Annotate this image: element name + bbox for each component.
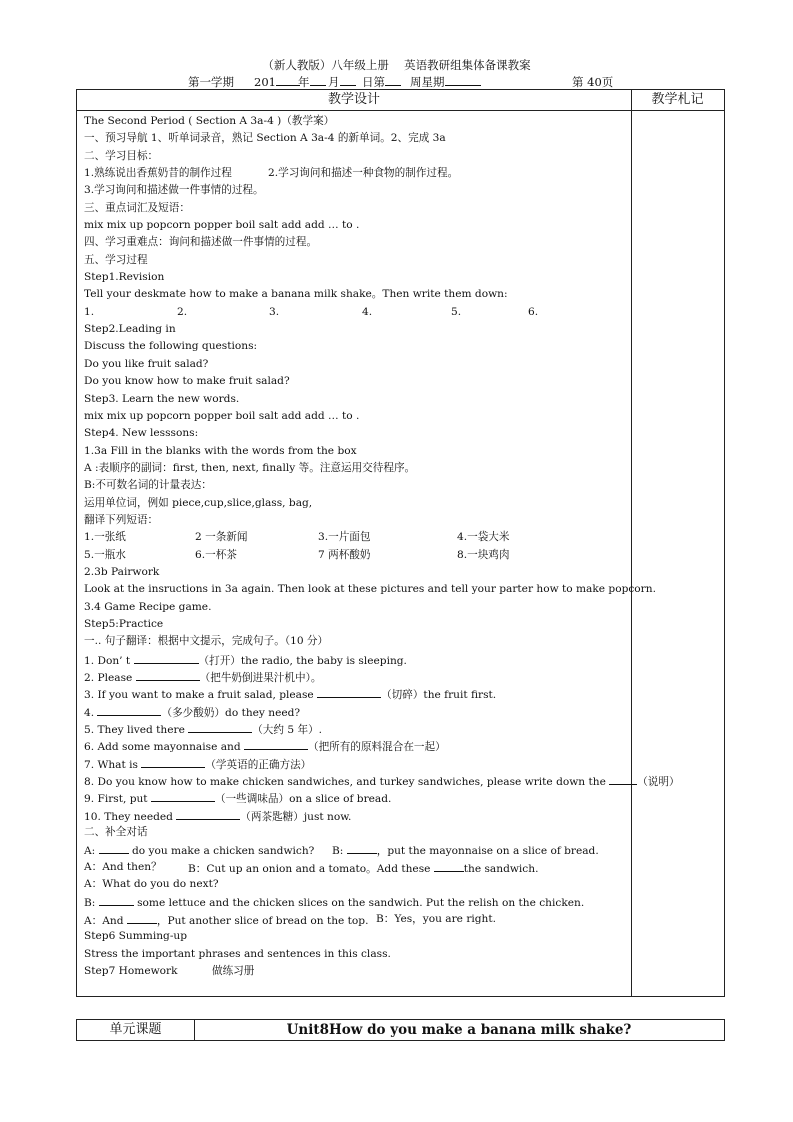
column-divider bbox=[631, 90, 632, 996]
pairwork-heading: 2.3b Pairwork bbox=[84, 565, 160, 578]
slot-2: 2. bbox=[177, 305, 188, 318]
lesson-table bbox=[76, 89, 725, 997]
dialogue-5a: A：And ，Put another slice of bread on the top. bbox=[84, 911, 368, 930]
dialogue-5b: B：Yes，you are right. bbox=[376, 912, 497, 925]
period-title: The Second Period ( Section A 3a-4 )（教学案） bbox=[84, 115, 335, 127]
dialogue-line-3: A：What do you do next? bbox=[84, 878, 219, 891]
document-title: （新人教版）八年级上册 英语教研组集体备课教案 bbox=[262, 58, 531, 72]
goal-2: 2.学习询问和描述一种食物的制作过程。 bbox=[268, 167, 459, 180]
vocab-heading: 三、重点词汇及短语： bbox=[84, 201, 190, 214]
blank bbox=[609, 772, 637, 785]
dialogue-2a: A：And then？ bbox=[84, 860, 162, 873]
dialogue-2b: B：Cut up an onion and a tomato。Add these the sandwich. bbox=[188, 859, 538, 878]
sentence-8: 8. Do you know how to make chicken sandwiches, and turkey sandwiches, please write down the （说明） bbox=[84, 772, 629, 789]
preview-guide: 一、预习导航 1、听单词录音，熟记 Section A 3a-4 的新单词。2、完成 3a bbox=[84, 132, 446, 145]
blank bbox=[317, 685, 381, 698]
blank bbox=[188, 720, 252, 733]
step1-task: Tell your deskmate how to make a banana milk shake。Then write them down: bbox=[84, 288, 508, 301]
goal-3: 3.学习询问和描述做一件事情的过程。 bbox=[84, 184, 264, 197]
slot-6: 6. bbox=[528, 305, 539, 318]
column-header-design: 教学设计 bbox=[327, 92, 380, 107]
pairwork-task: Look at the insructions in 3a again. Then look at these pictures and tell your parter how to make popcorn. bbox=[84, 583, 656, 596]
unit-topic-label: 单元课题 bbox=[77, 1020, 195, 1040]
key-points: 四、学习重难点：询问和描述做一件事情的过程。 bbox=[84, 236, 318, 249]
phrase-row-1 bbox=[84, 529, 629, 546]
step6-heading: Step6 Summing-up bbox=[84, 930, 188, 943]
week-label: 周星期 bbox=[410, 74, 481, 90]
phrase-row-2 bbox=[84, 547, 629, 564]
blank bbox=[434, 859, 464, 872]
dialogue-line-2 bbox=[84, 859, 629, 876]
unit-words: 运用单位词，例如 piece,cup,slice,glass, bag, bbox=[84, 496, 313, 509]
goals-heading: 二、学习目标： bbox=[84, 149, 159, 162]
goal-line bbox=[84, 165, 629, 182]
question-1: Do you like fruit salad? bbox=[84, 357, 209, 370]
vocab-list: mix mix up popcorn popper boil salt add add … to . bbox=[84, 219, 360, 232]
blank bbox=[151, 789, 215, 802]
blank bbox=[97, 703, 161, 716]
year-label: 201 bbox=[254, 74, 300, 89]
numbered-slots bbox=[84, 304, 629, 321]
sentence-6: 6. Add some mayonnaise and （把所有的原料混合在一起） bbox=[84, 737, 629, 754]
header-divider bbox=[77, 110, 724, 111]
slot-4: 4. bbox=[362, 305, 373, 318]
dialogue-1b: B: ，put the mayonnaise on a slice of bread. bbox=[332, 841, 599, 860]
sentence-9: 9. First, put （一些调味品）on a slice of bread. bbox=[84, 789, 629, 806]
blank bbox=[99, 841, 129, 854]
blank bbox=[347, 841, 377, 854]
slot-1: 1. bbox=[84, 305, 95, 318]
sentence-5: 5. They lived there （大约 5 年）. bbox=[84, 720, 629, 737]
blank bbox=[134, 651, 199, 664]
question-2: Do you know how to make fruit salad? bbox=[84, 375, 290, 388]
step2-task: Discuss the following questions: bbox=[84, 340, 258, 353]
step7-task: 做练习册 bbox=[212, 964, 255, 977]
sentence-7: 7. What is （学英语的正确方法） bbox=[84, 755, 629, 772]
unit-topic-title: Unit8How do you make a banana milk shake? bbox=[286, 1022, 632, 1038]
dialogue-line-4: B: some lettuce and the chicken slices on the sandwich. Put the relish on the chicken. bbox=[84, 893, 629, 910]
step7-heading: Step7 Homework bbox=[84, 964, 178, 977]
step2-heading: Step2.Leading in bbox=[84, 323, 176, 336]
blank bbox=[176, 807, 240, 820]
blank bbox=[244, 737, 308, 750]
note-b: B:不可数名词的计量表达： bbox=[84, 479, 212, 492]
step7-line bbox=[84, 963, 629, 980]
phrase-1: 1.一张纸 bbox=[84, 531, 126, 544]
phrase-4: 4.一袋大米 bbox=[457, 531, 510, 544]
sentence-3: 3. If you want to make a fruit salad, please （切碎）the fruit first. bbox=[84, 685, 629, 702]
blank bbox=[136, 668, 200, 681]
translate-heading: 翻译下列短语： bbox=[84, 513, 159, 526]
step1-heading: Step1.Revision bbox=[84, 271, 165, 284]
slot-5: 5. bbox=[451, 305, 462, 318]
slot-3: 3. bbox=[269, 305, 280, 318]
step4-heading: Step4. New lesssons: bbox=[84, 427, 199, 440]
game-line: 3.4 Game Recipe game. bbox=[84, 600, 212, 613]
sentence-4: 4. （多少酸奶）do they need? bbox=[84, 703, 629, 720]
month-label: 月 bbox=[328, 74, 356, 90]
column-header-notes: 教学札记 bbox=[651, 92, 704, 107]
sentence-2: 2. Please （把牛奶倒进果汁机中）。 bbox=[84, 668, 629, 685]
step5-heading: Step5:Practice bbox=[84, 617, 164, 630]
term-label: 第一学期 bbox=[188, 75, 234, 89]
translation-heading: 一.. 句子翻译：根据中文提示，完成句子。（10 分） bbox=[84, 635, 329, 648]
dialogue-line-5 bbox=[84, 911, 629, 928]
note-a: A :表顺序的副词：first, then, next, finally 等。注意运用交待程序。 bbox=[84, 461, 416, 474]
phrase-7: 7 两杯酸奶 bbox=[318, 548, 371, 561]
task-3a: 1.3a Fill in the blanks with the words from the box bbox=[84, 444, 357, 457]
step3-heading: Step3. Learn the new words. bbox=[84, 392, 240, 405]
step3-words: mix mix up popcorn popper boil salt add add … to . bbox=[84, 409, 360, 422]
step6-task: Stress the important phrases and sentences in this class. bbox=[84, 947, 391, 960]
goal-1: 1.熟练说出香蕉奶昔的制作过程 bbox=[84, 167, 232, 180]
process-heading: 五、学习过程 bbox=[84, 253, 148, 266]
phrase-3: 3.一片面包 bbox=[318, 531, 371, 544]
blank bbox=[141, 755, 205, 768]
blank bbox=[127, 911, 157, 924]
dialogue-1a: A: do you make a chicken sandwich? bbox=[84, 841, 314, 860]
phrase-2: 2 一条新闻 bbox=[195, 531, 248, 544]
sentence-10: 10. They needed （两茶匙糖）just now. bbox=[84, 807, 629, 824]
dialogue-heading: 二、补全对话 bbox=[84, 826, 148, 839]
page-number: 第 40页 bbox=[572, 75, 614, 89]
lesson-content bbox=[84, 113, 680, 980]
phrase-8: 8.一块鸡肉 bbox=[457, 548, 510, 561]
day-label: 日第 bbox=[362, 74, 401, 90]
phrase-5: 5.一瓶水 bbox=[84, 548, 126, 561]
year-suffix: 年 bbox=[298, 74, 326, 90]
dialogue-line-1 bbox=[84, 841, 629, 858]
sentence-1: 1. Don’ t （打开）the radio, the baby is sleeping. bbox=[84, 651, 629, 668]
unit-topic-row bbox=[76, 1019, 725, 1041]
phrase-6: 6.一杯茶 bbox=[195, 548, 237, 561]
blank bbox=[99, 893, 134, 906]
